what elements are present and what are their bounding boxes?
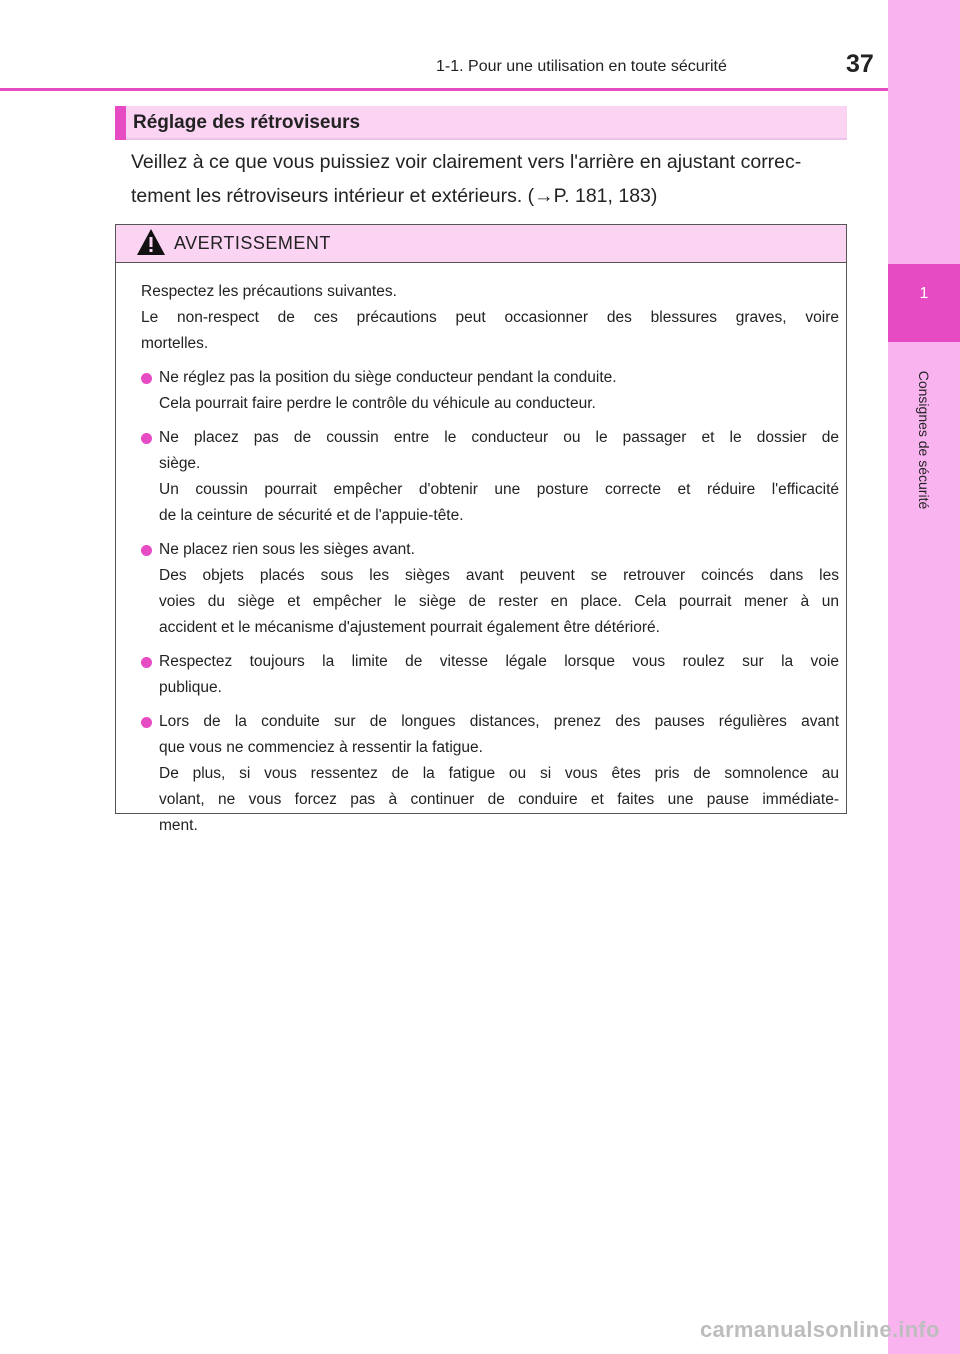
warning-bullet-item bbox=[141, 425, 839, 529]
warning-triangle-icon bbox=[136, 228, 166, 256]
bullet-dot-icon bbox=[141, 373, 152, 384]
chapter-label: Consignes de sécurité bbox=[916, 370, 932, 510]
bullet-text: Un coussin pourrait empêcher d'obtenir une posture correcte et réduire l'efficacité bbox=[159, 481, 839, 498]
warning-bullet-item bbox=[141, 537, 839, 641]
bullet-text: ment. bbox=[159, 817, 198, 834]
warning-body bbox=[141, 279, 839, 839]
warning-lead: Respectez les précautions suivantes. bbox=[141, 283, 397, 300]
bullet-text: de la ceinture de sécurité et de l'appuie-tête. bbox=[159, 507, 464, 524]
chapter-number: 1 bbox=[888, 264, 960, 342]
bullet-text: accident et le mécanisme d'ajustement pourrait également être détérioré. bbox=[159, 619, 660, 636]
warning-lead: Le non-respect de ces précautions peut occasionner des blessures graves, voire bbox=[141, 309, 839, 326]
bullet-text: Des objets placés sous les sièges avant peuvent se retrouver coincés dans les bbox=[159, 567, 839, 584]
bullet-dot-icon bbox=[141, 433, 152, 444]
warning-bullet-item bbox=[141, 649, 839, 701]
bullet-text: Lors de la conduite sur de longues distances, prenez des pauses régulières avant bbox=[159, 713, 839, 730]
warning-bullet-item bbox=[141, 709, 839, 839]
bullet-text: Respectez toujours la limite de vitesse légale lorsque vous roulez sur la voie bbox=[159, 653, 839, 670]
bullet-text: volant, ne vous forcez pas à continuer de conduire et faites une pause immédiate- bbox=[159, 791, 839, 808]
header-divider bbox=[0, 88, 888, 91]
chapter-side-tab bbox=[888, 0, 960, 1354]
warning-bullet-item bbox=[141, 365, 839, 417]
bullet-dot-icon bbox=[141, 717, 152, 728]
warning-box bbox=[115, 224, 847, 834]
section-heading bbox=[115, 106, 847, 140]
section-heading-accent-bar bbox=[115, 106, 126, 140]
bullet-text: Ne placez pas de coussin entre le conducteur ou le passager et le dossier de bbox=[159, 429, 839, 446]
footer-watermark: carmanualsonline.info bbox=[700, 1317, 940, 1342]
bullet-text: siège. bbox=[159, 455, 201, 472]
bullet-text: Cela pourrait faire perdre le contrôle du véhicule au conducteur. bbox=[159, 395, 596, 412]
warning-header bbox=[116, 225, 846, 263]
bullet-text: voies du siège et empêcher le siège de rester en place. Cela pourrait mener à un bbox=[159, 593, 839, 610]
section-title: Réglage des rétroviseurs bbox=[133, 112, 361, 133]
intro-line: Veillez à ce que vous puissiez voir clairement vers l'arrière en ajustant correc- bbox=[131, 151, 802, 173]
running-header: 1-1. Pour une utilisation en toute sécurité bbox=[436, 58, 727, 75]
intro-line: tement les rétroviseurs intérieur et extérieurs. (→P. 181, 183) bbox=[131, 185, 658, 207]
page-number: 37 bbox=[846, 50, 874, 78]
bullet-text: publique. bbox=[159, 679, 222, 696]
bullet-dot-icon bbox=[141, 657, 152, 668]
intro-paragraph bbox=[131, 145, 841, 213]
warning-lead: mortelles. bbox=[141, 335, 209, 352]
bullet-text: Ne placez rien sous les sièges avant. bbox=[159, 541, 415, 558]
bullet-dot-icon bbox=[141, 545, 152, 556]
bullet-text: Ne réglez pas la position du siège conducteur pendant la conduite. bbox=[159, 369, 617, 386]
bullet-text: que vous ne commenciez à ressentir la fatigue. bbox=[159, 739, 483, 756]
bullet-text: De plus, si vous ressentez de la fatigue ou si vous êtes pris de somnolence au bbox=[159, 765, 839, 782]
warning-title: AVERTISSEMENT bbox=[174, 233, 331, 253]
